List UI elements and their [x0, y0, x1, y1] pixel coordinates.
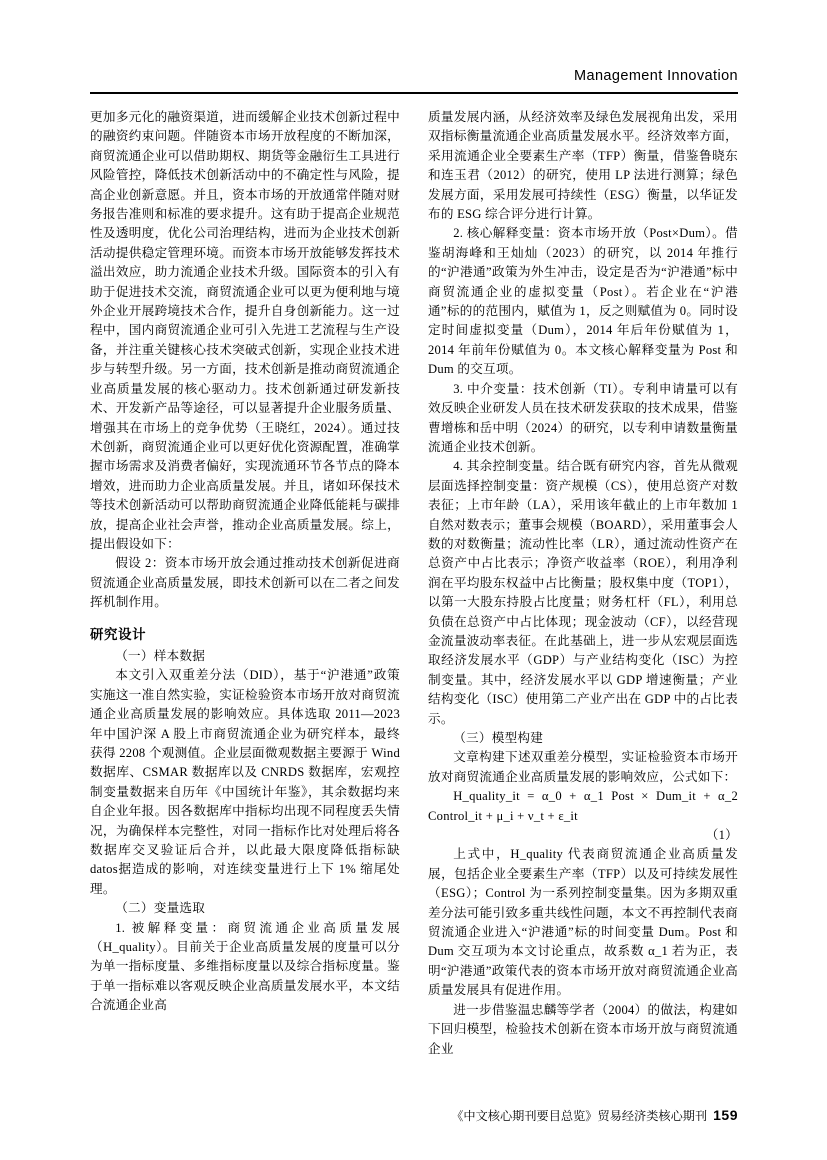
header-divider — [90, 92, 738, 94]
journal-note: 《中文核心期刊要目总览》贸易经济类核心期刊 — [451, 1109, 708, 1123]
equation-1-number: （1） — [705, 828, 738, 843]
variable-core-explanatory: 2. 核心解释变量：资本市场开放（Post×Dum）。借鉴胡海峰和王灿灿（2023）的研究，以 2014 年推行的“沪港通”政策为外生冲击，设定是否为“沪港通”标中商贸流通企业的虚拟变量（Post）。若企业在“沪港通”标的的范围内，赋值为 1，反之则赋值为 0。同时设定时间虚拟变量（Dum），2014 年后年份赋值为 1，2014 年前年份赋值为 0。本文核心解释变量为 Post 和 Dum 的交互项。 — [428, 226, 738, 377]
hypothesis-2: 假设 2：资本市场开放会通过推动技术创新促进商贸流通企业高质量发展，即技术创新可以在二者之间发挥机制作用。 — [90, 556, 400, 610]
section-heading-research-design: 研究设计 — [90, 626, 147, 642]
model-mediation-paragraph: 进一步借鉴温忠麟等学者（2004）的做法，构建如下回归模型，检验技术创新在资本市场开放与商贸流通企业 — [428, 1002, 738, 1056]
sample-data-paragraph: 本文引入双重差分法（DID），基于“沪港通”政策实施这一准自然实验，实证检验资本市场开放对商贸流通企业高质量发展的影响效应。具体选取 2011—2023 年中国沪深 A 股上市商贸流通企业为研究样本，最终获得 2208 个观测值。企业层面微观数据主要源于 Wind 数据库、CSMAR 数据库以及 CNRDS 数据库，宏观控制变量数据来自历年《中国统计年鉴》，其余数据均来自企业年报。因各数据库中指标均出现不同程度丢失情况，为确保样本完整性，对同一指标作比对处理后将各数据库交叉验证后合并，以此最大限度降低指标缺datos据造成的影响，对连续变量进行上下 1% 缩尾处理。 — [90, 668, 400, 896]
equation-1-body: H_quality_it = α_0 + α_1 Post × Dum_it + α_2 Control_it + μ_i + ν_t + ε_it — [428, 789, 738, 823]
running-header: Management Innovation — [574, 68, 738, 84]
subsection-sample-data: （一）样本数据 — [115, 648, 206, 663]
two-column-body — [90, 108, 738, 1059]
page-footer — [90, 1107, 738, 1124]
variable-explained-paragraph: 1. 被解释变量：商贸流通企业高质量发展（H_quality）。目前关于企业高质量发展的度量可以分为单一指标度量、多维指标度量以及综合指标度量。鉴于单一指标难以客观反映企业高质量发展水平，本文结合流通企业高 — [90, 920, 400, 1013]
variable-controls: 4. 其余控制变量。结合既有研究内容，首先从微观层面选择控制变量：资产规模（CS），使用总资产对数表征；上市年龄（LA），采用该年截止的上市年数加 1 自然对数表示；董事会规模（BOARD），采用董事会人数的对数衡量；流动性比率（LR），通过流动性资产在总资产中占比表示；净资产收益率（ROE），利用净利润在平均股东权益中占比衡量；股权集中度（TOP1），以第一大股东持股占比度量；财务杠杆（FL），利用总负债在总资产中占比体现；现金波动（CF），以经营现金流量波动率表征。在此基础上，进一步从宏观层面选取经济发展水平（GDP）与产业结构变化（ISC）为控制变量。其中，经济发展水平以 GDP 增速衡量；产业结构变化（ISC）使用第二产业产出在 GDP 中的占比表示。 — [428, 459, 738, 726]
left-column — [90, 108, 400, 1059]
model-explanation-paragraph: 上式中，H_quality 代表商贸流通企业高质量发展，包括企业全要素生产率（TFP）以及可持续发展性（ESG）；Control 为一系列控制变量集。因为多期双重差分法可能引致多重共线性问题，本文不再控制代表商贸流通企业进入“沪港通”标的时间变量 Dum。Post 和 Dum 交互项为本文讨论重点，故系数 α_1 若为正，表明“沪港通”政策代表的资本市场开放对商贸流通企业高质量发展具有促进作用。 — [428, 847, 738, 998]
paragraph-continuation: 更加多元化的融资渠道，进而缓解企业技术创新过程中的融资约束问题。伴随资本市场开放程度的不断加深，商贸流通企业可以借助期权、期货等金融衍生工具进行风险管控，降低技术创新活动中的不确定性与风险，提高企业创新意愿。并且，资本市场的开放通常伴随对财务报告准则和标准的要求提升。这有助于提高企业规范性及透明度，优化公司治理结构，进而为企业技术创新活动提供稳定管理环境。而资本市场开放能够发挥技术溢出效应，助力流通企业技术升级。国际资本的引入有助于促进技术交流，商贸流通企业可以更为便利地与境外企业开展跨境技术合作，提升自身创新能力。这一过程中，国内商贸流通企业可引入先进工艺流程与生产设备，并注重关键核心技术突破式创新，实现企业技术进步与转型升级。另一方面，技术创新是推动商贸流通企业高质量发展的核心驱动力。技术创新通过研发新技术、开发新产品等途径，可以显著提升企业服务质量、增强其在市场上的竞争优势（王晓红，2024）。通过技术创新，商贸流通企业可以更好优化资源配置，准确掌握市场需求及消费者偏好，实现流通环节各节点的降本增效，进而助力企业高质量发展。并且，诸如环保技术等技术创新活动可以帮助商贸流通企业降低能耗与碳排放，提高企业社会声誉，推动企业高质量发展。综上，提出假设如下： — [90, 110, 400, 551]
equation-1 — [428, 787, 738, 845]
model-intro-paragraph: 文章构建下述双重差分模型，实证检验资本市场开放对商贸流通企业高质量发展的影响效应，公式如下： — [428, 750, 738, 784]
page-number: 159 — [713, 1107, 738, 1123]
paragraph-continuation-right: 质量发展内涵，从经济效率及绿色发展视角出发，采用双指标衡量流通企业高质量发展水平。经济效率方面，采用流通企业全要素生产率（TFP）衡量，借鉴鲁晓东和连玉君（2012）的研究，使用 LP 法进行测算；绿色发展方面，采用发展可持续性（ESG）衡量，以华证发布的 ESG 综合评分进行计算。 — [428, 110, 738, 222]
subsection-model-construction: （三）模型构建 — [453, 731, 544, 745]
subsection-variable-selection: （二）变量选取 — [115, 901, 206, 916]
right-column — [428, 108, 738, 1059]
variable-mediator: 3. 中介变量：技术创新（TI）。专利申请量可以有效反映企业研发人员在技术研发获取的技术成果，借鉴曹增栋和岳中明（2024）的研究，以专利申请数量衡量流通企业技术创新。 — [428, 381, 738, 454]
